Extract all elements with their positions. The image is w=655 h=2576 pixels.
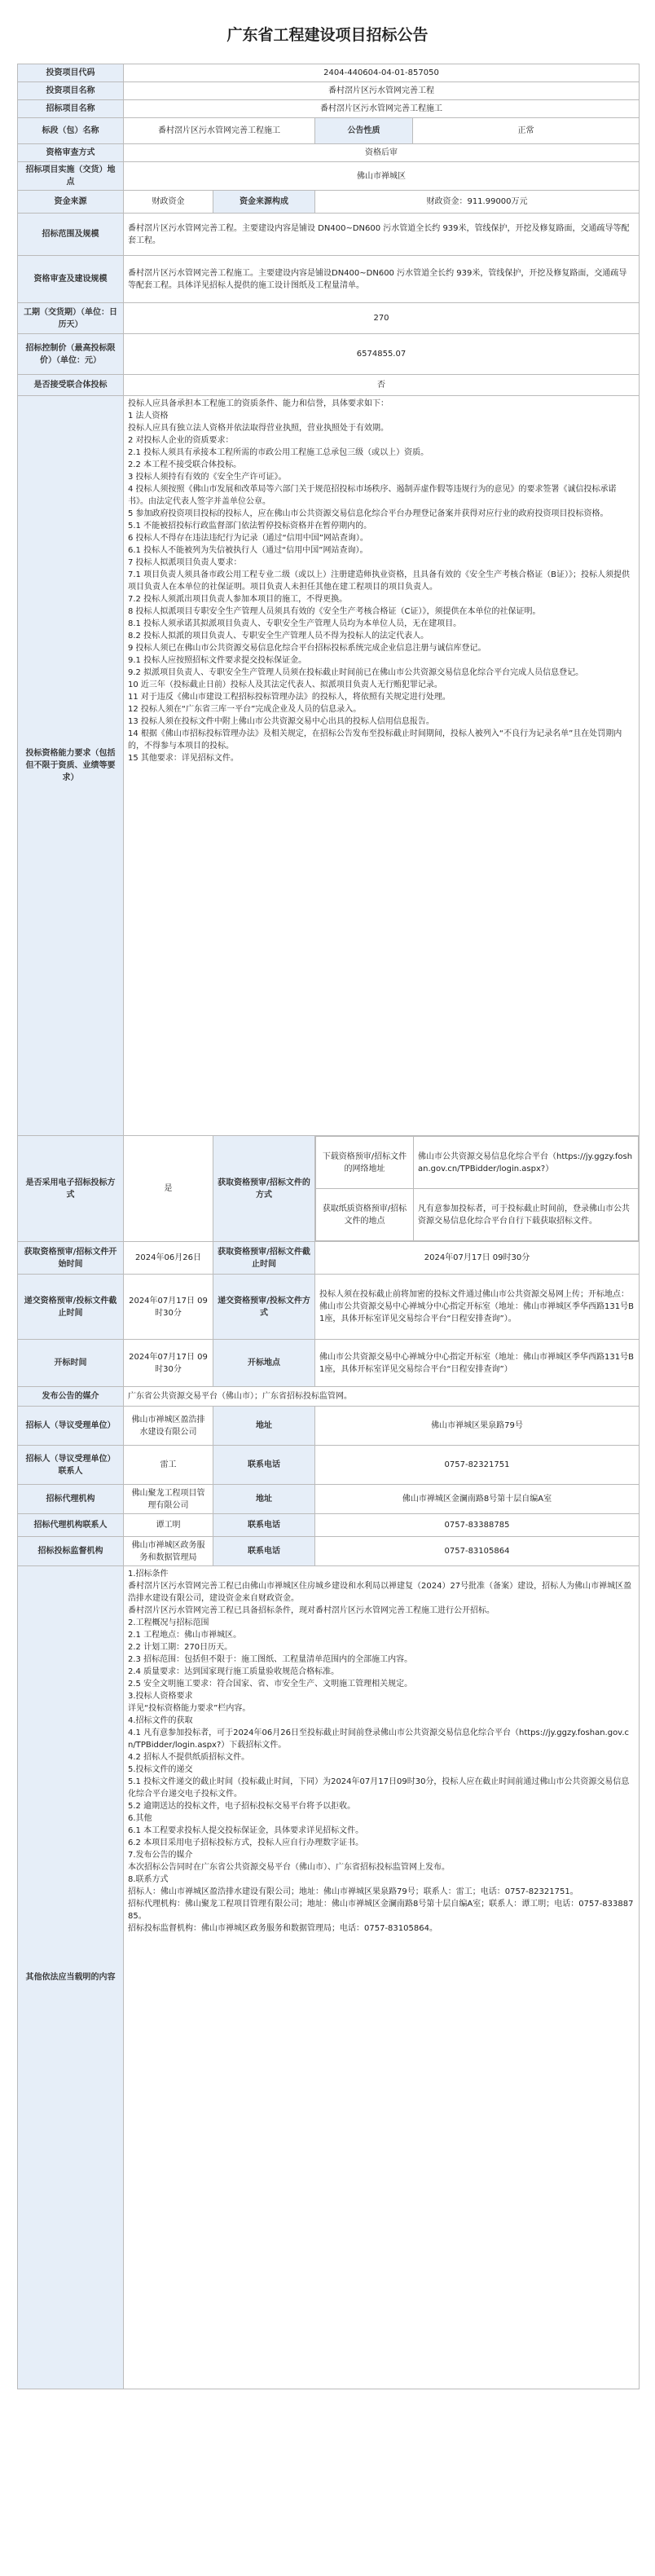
label-supervise-phone: 联系电话 xyxy=(213,1537,315,1566)
value-e-tender: 是 xyxy=(124,1136,213,1242)
row-e-tender xyxy=(18,1136,640,1242)
label-duration: 工期（交货期）（单位：日历天） xyxy=(18,303,124,334)
value-doc-start: 2024年06月26日 xyxy=(124,1242,213,1275)
doc-download-row xyxy=(316,1137,639,1189)
row-ceiling xyxy=(18,334,640,375)
label-open-time: 开标时间 xyxy=(18,1340,124,1387)
label-qualification: 投标资格能力要求（包括但不限于资质、业绩等要求） xyxy=(18,396,124,1136)
row-tender-project xyxy=(18,100,640,118)
label-e-tender: 是否采用电子招标投标方式 xyxy=(18,1136,124,1242)
value-agency-addr: 佛山市禅城区金澜南路8号第十层自编A室 xyxy=(315,1485,640,1514)
label-fund: 资金来源 xyxy=(18,191,124,214)
page-title: 广东省工程建设项目招标公告 xyxy=(226,26,429,44)
label-open-place: 开标地点 xyxy=(213,1340,315,1387)
value-agency-contact: 谭工明 xyxy=(124,1514,213,1537)
value-tenderee: 佛山市禅城区盈浩排水建设有限公司 xyxy=(124,1407,213,1446)
value-scope: 番村滘片区污水管网完善工程。主要建设内容是铺设 DN400~DN600 污水管道全长约 939米，管线保护，开挖及修复路面，交通疏导等配套工程。 xyxy=(124,214,640,256)
label-org: 招标项目实施（交货）地点 xyxy=(18,162,124,191)
label-code: 投资项目代码 xyxy=(18,64,124,82)
value-agency: 佛山聚龙工程项目管理有限公司 xyxy=(124,1485,213,1514)
value-supervise: 佛山市禅城区政务服务和数据管理局 xyxy=(124,1537,213,1566)
label-project-name: 投资项目名称 xyxy=(18,82,124,100)
value-tender-project: 番村滘片区污水管网完善工程施工 xyxy=(124,100,640,118)
label-channel: 资金来源构成 xyxy=(213,191,315,214)
value-ceiling: 6574855.07 xyxy=(124,334,640,375)
value-paper-place: 凡有意参加投标者，可于投标截止时间前，登录佛山市公共资源交易信息化综合平台自行下载获取招标文件。 xyxy=(414,1189,639,1241)
value-project-name: 番村滘片区污水管网完善工程 xyxy=(124,82,640,100)
row-fund xyxy=(18,191,640,214)
value-download-url[interactable]: 佛山市公共资源交易信息化综合平台（https://jy.ggzy.foshan.gov.cn/TPBidder/login.aspx?） xyxy=(414,1137,639,1189)
row-agency xyxy=(18,1485,640,1514)
label-contact: 招标人（导议受理单位）联系人 xyxy=(18,1446,124,1485)
label-section: 标段（包）名称 xyxy=(18,118,124,144)
value-doc-end: 2024年07月17日 09时30分 xyxy=(315,1242,640,1275)
doc-method-cell xyxy=(315,1136,640,1242)
row-media xyxy=(18,1387,640,1407)
value-fund: 财政资金 xyxy=(124,191,213,214)
row-contact xyxy=(18,1446,640,1485)
value-open-place: 佛山市公共资源交易中心禅城分中心指定开标室（地址：佛山市禅城区季华西路131号B1座，具体开标室详见交易综合平台“日程安排查询”） xyxy=(315,1340,640,1387)
doc-paper-row xyxy=(316,1189,639,1241)
label-agency-contact: 招标代理机构联系人 xyxy=(18,1514,124,1537)
label-agency-phone: 联系电话 xyxy=(213,1514,315,1537)
row-section xyxy=(18,118,640,144)
value-submit-deadline: 2024年07月17日 09时30分 xyxy=(124,1275,213,1340)
value-contact-phone: 0757-82321751 xyxy=(315,1446,640,1485)
label-submit-deadline: 递交资格预审/投标文件截止时间 xyxy=(18,1275,124,1340)
label-consortium: 是否接受联合体投标 xyxy=(18,375,124,396)
row-agency-contact xyxy=(18,1514,640,1537)
label-scope: 招标范围及规模 xyxy=(18,214,124,256)
row-supervise xyxy=(18,1537,640,1566)
row-qualification xyxy=(18,396,640,1136)
row-project-name xyxy=(18,82,640,100)
value-review: 资格后审 xyxy=(124,144,640,162)
value-section: 番村滘片区污水管网完善工程施工 xyxy=(124,118,315,144)
value-other: 1.招标条件 番村滘片区污水管网完善工程已由佛山市禅城区住房城乡建设和水利局以禅建复（2024）27号批准（备案）建设，招标人为佛山市禅城区盈浩排水建设有限公司，建设资金来自财政资金。 番村滘片区污水管网完善工程已具备招标条件，现对番村滘片区污水管网完善工程施工进行公开招标。 2.工程概况与招标范围 2.1 工程地点：佛山市禅城区。 2.2 计划工期：270日历天。 2.3 招标范围：包括但不限于：施工图纸、工程量清单范围内的全部施工内容。 2.4 质量要求：达到国家现行施工质量验收规范合格标准。 2.5 安全文明施工要求：符合国家、省、市安全生产、文明施工管理相关规定。 3.投标人资格要求 详见“投标资格能力要求”栏内容。 4.招标文件的获取 4.1 凡有意参加投标者，可于2024年06月26日至投标截止时间前登录佛山市公共资源交易信息化综合平台（https://jy.ggzy.foshan.gov.cn/TPBidder/login.aspx?）下载招标文件。 4.2 招标人不提供纸质招标文件。 5.投标文件的递交 5.1 投标文件递交的截止时间（投标截止时间，下同）为2024年07月17日09时30分，投标人应在截止时间前通过佛山市公共资源交易信息化综合平台递交电子投标文件。 5.2 逾期送达的投标文件，电子招标投标交易平台将予以拒收。 6.其他 6.1 本工程要求投标人提交投标保证金，具体要求详见招标文件。 6.2 本项目采用电子招标投标方式，投标人应自行办理数字证书。 7.发布公告的媒介 本次招标公告同时在广东省公共资源交易平台（佛山市）、广东省招标投标监管网上发布。 8.联系方式 招标人：佛山市禅城区盈浩排水建设有限公司；地址：佛山市禅城区果泉路79号；联系人：雷工；电话：0757-82321751。 招标代理机构：佛山聚龙工程项目管理有限公司；地址：佛山市禅城区金澜南路8号第十层自编A室；联系人：谭工明；电话：0757-83388785。 招标投标监督机构：佛山市禅城区政务服务和数据管理局；电话：0757-83105864。 xyxy=(124,1566,640,2389)
label-download-url: 下载资格预审/招标文件的网络地址 xyxy=(316,1137,414,1189)
label-media: 发布公告的媒介 xyxy=(18,1387,124,1407)
value-supervise-phone: 0757-83105864 xyxy=(315,1537,640,1566)
value-contact: 雷工 xyxy=(124,1446,213,1485)
value-duration: 270 xyxy=(124,303,640,334)
row-scale xyxy=(18,256,640,303)
label-tender-project: 招标项目名称 xyxy=(18,100,124,118)
row-scope xyxy=(18,214,640,256)
row-code xyxy=(18,64,640,82)
value-consortium: 否 xyxy=(124,375,640,396)
row-consortium xyxy=(18,375,640,396)
label-scale: 资格审查及建设规模 xyxy=(18,256,124,303)
label-other: 其他依法应当载明的内容 xyxy=(18,1566,124,2389)
label-tenderee-addr: 地址 xyxy=(213,1407,315,1446)
label-contact-phone: 联系电话 xyxy=(213,1446,315,1485)
value-submit-method: 投标人须在投标截止前将加密的投标文件通过佛山市公共资源交易网上传；开标地点：佛山市公共资源交易中心禅城分中心指定开标室（地址：佛山市禅城区季华西路131号B1座，具体开标室详见交易综合平台“日程安排查询”）。 xyxy=(315,1275,640,1340)
row-review xyxy=(18,144,640,162)
value-media: 广东省公共资源交易平台（佛山市）；广东省招标投标监管网。 xyxy=(124,1387,640,1407)
value-tenderee-addr: 佛山市禅城区果泉路79号 xyxy=(315,1407,640,1446)
row-submit xyxy=(18,1275,640,1340)
label-supervise: 招标投标监督机构 xyxy=(18,1537,124,1566)
value-qualification: 投标人应具备承担本工程施工的资质条件、能力和信誉，具体要求如下： 1 法人资格 投标人应具有独立法人资格并依法取得营业执照，营业执照处于有效期。 2 对投标人企业的资质要求： 2.1 投标人须具有承接本工程所需的市政公用工程施工总承包三级（或以上）资质。 2.2 本工程不接受联合体投标。 3 投标人须持有有效的《安全生产许可证》。 4 投标人须按照《佛山市发展和改革局等六部门关于规范招投标市场秩序、遏制弄虚作假等违规行为的意见》的要求签署《诚信投标承诺书》。由法定代表人签字并盖单位公章。 5 参加政府投资项目投标的投标人，应在佛山市公共资源交易信息化综合平台办理登记备案并获得对应行业的政府投资项目投标资格。 5.1 不能被招投标行政监督部门依法暂停投标资格并在暂停期内的。 6 投标人不得存在违法违纪行为记录（通过“信用中国”网站查询）。 6.1 投标人不能被列为失信被执行人（通过“信用中国”网站查询）。 7 投标人拟派项目负责人要求： 7.1 项目负责人须具备市政公用工程专业二级（或以上）注册建造师执业资格，且具备有效的《安全生产考核合格证（B证）》；投标人须提供项目负责人在本单位的社保证明。项目负责人未担任其他在建工程项目的项目负责人。 7.2 投标人须派出项目负责人参加本项目的施工，不得更换。 8 投标人拟派项目专职安全生产管理人员须具有效的《安全生产考核合格证（C证）》，须提供在本单位的社保证明。 8.1 投标人须承诺其拟派项目负责人、专职安全生产管理人员均为本单位人员，无在建项目。 8.2 投标人拟派的项目负责人、专职安全生产管理人员不得为投标人的法定代表人。 9 投标人须已在佛山市公共资源交易信息化综合平台招标投标系统完成企业信息注册与诚信库登记。 9.1 投标人应按照招标文件要求提交投标保证金。 9.2 拟派项目负责人、专职安全生产管理人员须在投标截止时间前已在佛山市公共资源交易信息化综合平台完成人员信息登记。 10 近三年（投标截止日前）投标人及其法定代表人、拟派项目负责人无行贿犯罪记录。 11 对于违反《佛山市建设工程招标投标管理办法》的投标人，将依照有关规定进行处理。 12 投标人须在“广东省三库一平台”完成企业及人员的信息录入。 13 投标人须在投标文件中附上佛山市公共资源交易中心出具的投标人信用信息报告。 14 根据《佛山市招标投标管理办法》及相关规定，在招标公告发布至投标截止时间期间，投标人被列入“不良行为记录名单”且在处罚期内的，不得参与本项目的投标。 15 其他要求：详见招标文件。 xyxy=(124,396,640,1136)
row-tenderee xyxy=(18,1407,640,1446)
row-org xyxy=(18,162,640,191)
label-tenderee: 招标人（导议受理单位） xyxy=(18,1407,124,1446)
label-doc-method: 获取资格预审/招标文件的方式 xyxy=(213,1136,315,1242)
label-nature: 公告性质 xyxy=(315,118,413,144)
row-open xyxy=(18,1340,640,1387)
label-agency: 招标代理机构 xyxy=(18,1485,124,1514)
value-open-time: 2024年07月17日 09时30分 xyxy=(124,1340,213,1387)
row-other xyxy=(18,1566,640,2389)
label-paper-place: 获取纸质资格预审/招标文件的地点 xyxy=(316,1189,414,1241)
value-org: 佛山市禅城区 xyxy=(124,162,640,191)
label-submit-method: 递交资格预审/投标文件方式 xyxy=(213,1275,315,1340)
announcement-table xyxy=(17,64,640,2389)
label-doc-end: 获取资格预审/招标文件截止时间 xyxy=(213,1242,315,1275)
value-channel: 财政资金：911.99000万元 xyxy=(315,191,640,214)
label-review: 资格审查方式 xyxy=(18,144,124,162)
value-agency-phone: 0757-83388785 xyxy=(315,1514,640,1537)
label-doc-start: 获取资格预审/招标文件开始时间 xyxy=(18,1242,124,1275)
label-ceiling: 招标控制价（最高投标限价）（单位：元） xyxy=(18,334,124,375)
doc-method-table xyxy=(315,1136,639,1241)
row-doc-time xyxy=(18,1242,640,1275)
value-nature: 正常 xyxy=(413,118,640,144)
label-agency-addr: 地址 xyxy=(213,1485,315,1514)
value-scale: 番村滘片区污水管网完善工程施工。主要建设内容是铺设DN400~DN600 污水管道全长约 939米，管线保护，开挖及修复路面，交通疏导等配套工程。具体详见招标人提供的施工设计图纸及工程量清单。 xyxy=(124,256,640,303)
row-duration xyxy=(18,303,640,334)
value-code: 2404-440604-04-01-857050 xyxy=(124,64,640,82)
